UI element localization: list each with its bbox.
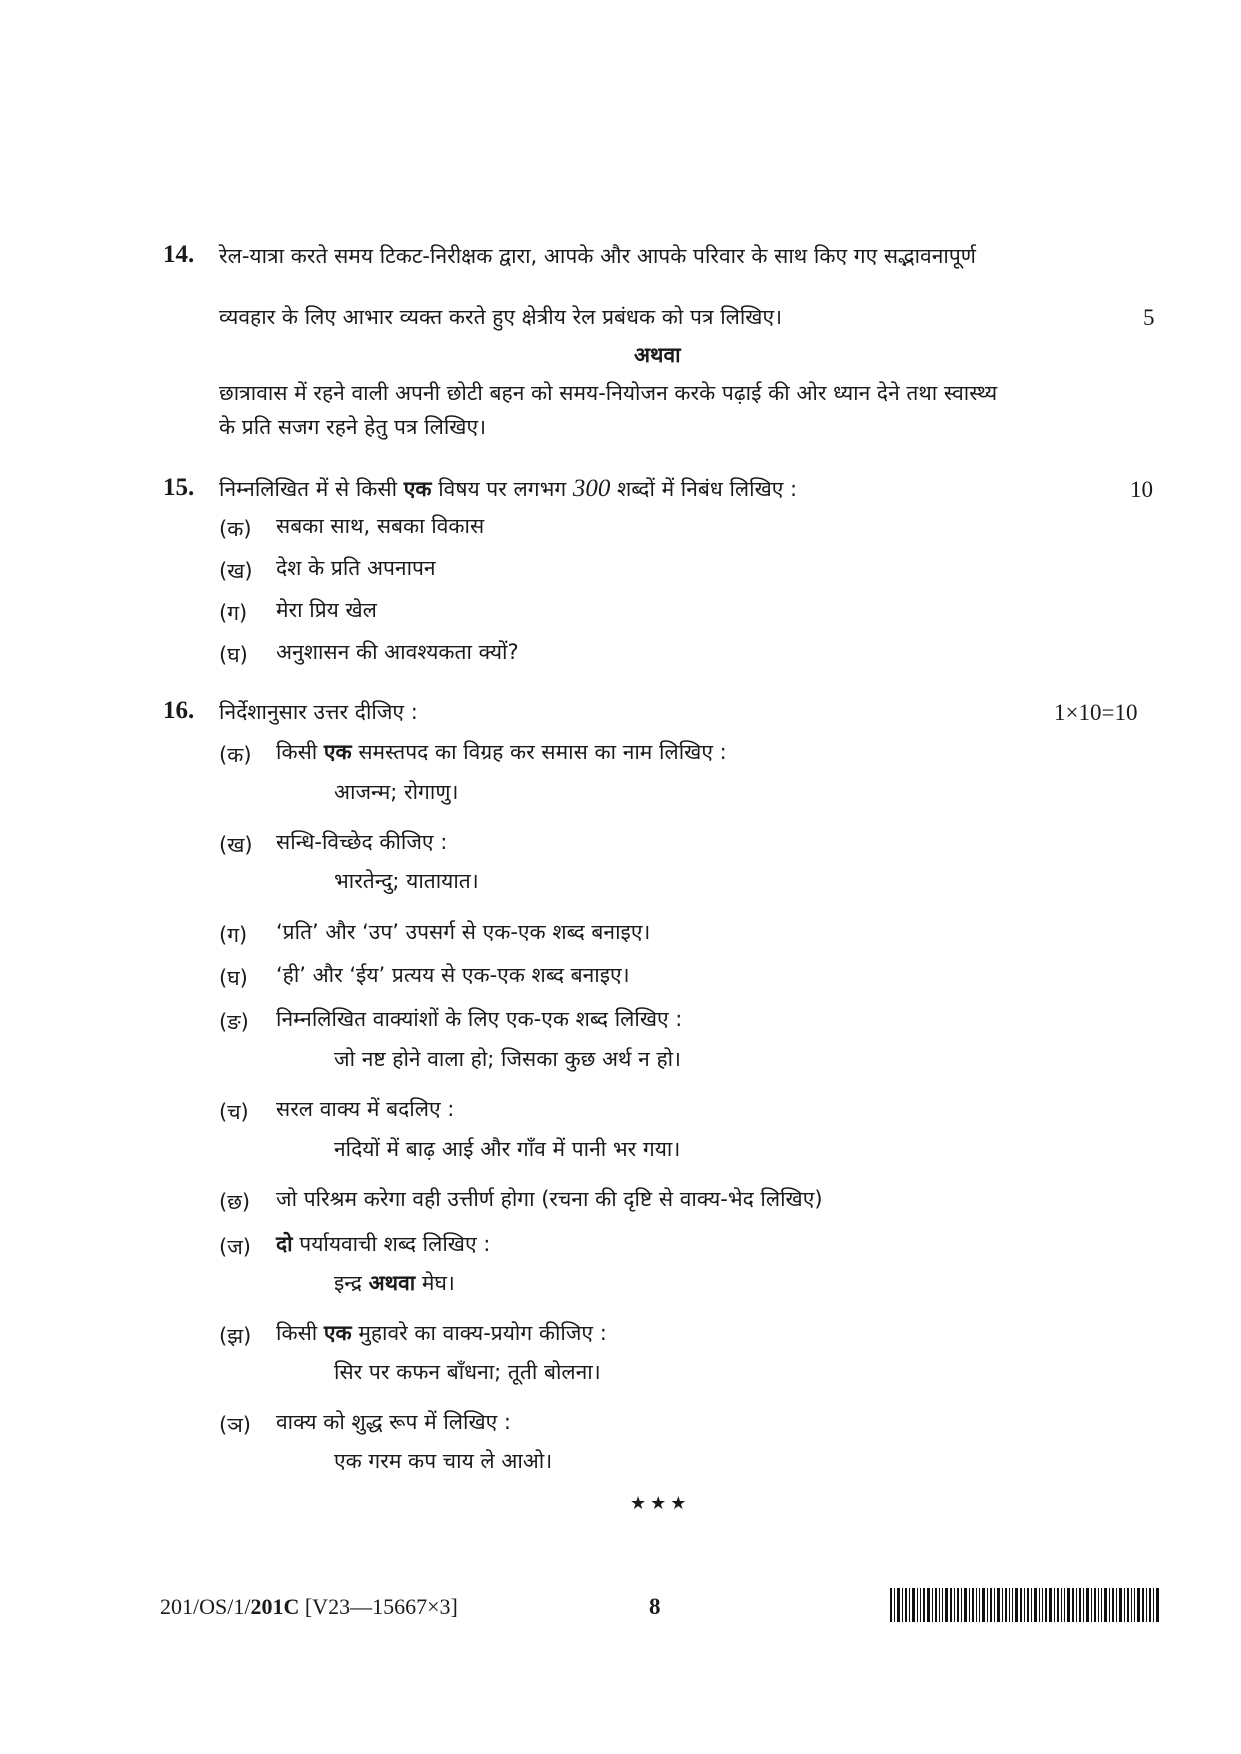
option-text: सबका साथ, सबका विकास [276,514,485,538]
option-label: (ख) [219,559,253,583]
question-15-text-bold: एक [403,477,432,501]
part-subtext [334,1268,455,1298]
option-label: (ग) [219,601,248,625]
part-text [276,1229,490,1259]
option-text: देश के प्रति अपनापन [276,556,436,580]
part-label: (क) [219,743,252,767]
part-label: (घ) [219,966,248,990]
part-text-a: किसी [276,1321,318,1345]
part-subtext: एक गरम कप चाय ले आओ। [334,1449,553,1473]
question-14-or: अथवा [634,343,681,367]
part-subtext-bold: अथवा [368,1271,416,1295]
part-subtext-b: मेघ। [421,1271,455,1295]
paper-code-bold: 201C [250,1594,300,1619]
option-label: (क) [219,517,252,541]
paper-code [160,1594,458,1620]
part-text-b: मुहावरे का वाक्य-प्रयोग कीजिए : [358,1321,607,1345]
question-15-text [219,474,797,504]
part-subtext: जो नष्ट होने वाला हो; जिसका कुछ अर्थ न हो। [334,1047,682,1071]
part-label: (ख) [219,833,253,857]
barcode-icon [890,1588,1160,1622]
option-text: अनुशासन की आवश्यकता क्यों? [276,640,519,664]
part-label: (झ) [219,1324,252,1348]
part-label: (ञ) [219,1413,251,1437]
part-text-bold: एक [323,1321,352,1345]
part-text [276,1318,607,1348]
part-subtext-a: इन्द्र [334,1271,362,1295]
part-text: ‘ही’ और ‘ईय’ प्रत्यय से एक-एक शब्द बनाइए। [276,963,630,987]
part-label: (ज) [219,1235,251,1259]
part-label: (च) [219,1100,249,1124]
part-subtext: नदियों में बाढ़ आई और गाँव में पानी भर गया। [334,1137,681,1161]
part-text: सरल वाक्य में बदलिए : [276,1097,455,1121]
part-subtext: भारतेन्दु; यातायात। [334,869,479,893]
question-16-text: निर्देशानुसार उत्तर दीजिए : [219,700,418,724]
question-16-number: 16. [163,697,195,724]
part-text: ‘प्रति’ और ‘उप’ उपसर्ग से एक-एक शब्द बनाइए। [276,920,651,944]
part-text-b: पर्यायवाची शब्द लिखिए : [299,1232,491,1256]
end-marker: ★★★ [630,1493,691,1514]
part-label: (ङ) [219,1010,249,1034]
part-text-bold: दो [276,1232,293,1256]
question-14-line-2: व्यवहार के लिए आभार व्यक्त करते हुए क्षेत्रीय रेल प्रबंधक को पत्र लिखिए। [219,305,783,329]
part-text [276,737,727,767]
part-text: जो परिश्रम करेगा वही उत्तीर्ण होगा (रचना की दृष्टि से वाक्य-भेद लिखिए) [276,1187,823,1211]
question-14-marks: 5 [1143,305,1155,330]
question-15-word-count: 300 [572,475,611,502]
question-16-marks: 1×10=10 [1054,700,1138,725]
question-15-text-a: निम्नलिखित में से किसी [219,477,398,501]
question-15-text-c: शब्दों में निबंध लिखिए : [617,477,798,501]
paper-code-a: 201/OS/1/ [160,1594,251,1619]
question-14-alt-line-1: छात्रावास में रहने वाली अपनी छोटी बहन को समय-नियोजन करके पढ़ाई की ओर ध्यान देने तथा स्वास्थ्य [219,381,998,405]
question-14-alt-line-2: के प्रति सजग रहने हेतु पत्र लिखिए। [219,415,487,439]
question-15-text-b: विषय पर लगभग [438,477,567,501]
question-14-line-1: रेल-यात्रा करते समय टिकट-निरीक्षक द्वारा, आपके और आपके परिवार के साथ किए गए सद्भावनापूर्ण [219,244,976,268]
question-15-marks: 10 [1130,477,1153,502]
part-label: (छ) [219,1190,251,1214]
option-label: (घ) [219,643,248,667]
part-text-a: किसी [276,740,318,764]
part-text-bold: एक [323,740,352,764]
part-subtext: आजन्म; रोगाणु। [334,780,459,804]
part-text: निम्नलिखित वाक्यांशों के लिए एक-एक शब्द लिखिए : [276,1007,683,1031]
page-number: 8 [649,1594,661,1619]
part-text: सन्धि-विच्छेद कीजिए : [276,830,448,854]
part-subtext: सिर पर कफन बाँधना; तूती बोलना। [334,1360,601,1384]
part-text-b: समस्तपद का विग्रह कर समास का नाम लिखिए : [358,740,727,764]
part-label: (ग) [219,923,248,947]
part-text: वाक्य को शुद्ध रूप में लिखिए : [276,1410,511,1434]
question-14-number: 14. [163,241,195,268]
question-15-number: 15. [163,474,195,501]
paper-code-b: [V23—15667×3] [299,1594,458,1619]
option-text: मेरा प्रिय खेल [276,598,377,622]
